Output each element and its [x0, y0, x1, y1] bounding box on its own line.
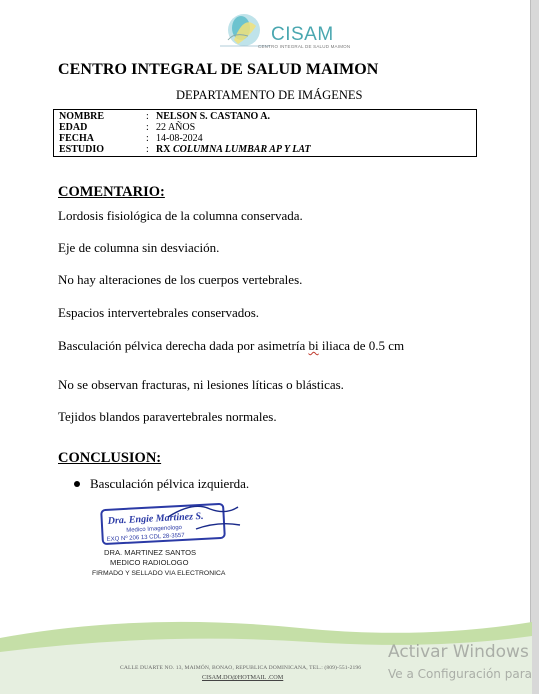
footer-address: CALLE DUARTE NO. 13, MAIMÓN, BONAO, REPUBLICA DOMINICANA, TEL.: (809)-551-2196 [120, 665, 362, 671]
field-label: EDAD [59, 122, 88, 133]
colon: : [146, 111, 149, 122]
study-date: 14-08-2024 [156, 133, 203, 144]
bullet-icon [74, 481, 80, 487]
logo-text: CISAM [271, 24, 334, 45]
page-right-border [530, 0, 539, 694]
finding-line: Tejidos blandos paravertebrales normales. [58, 409, 277, 424]
conclusion-text: Basculación pélvica izquierda. [90, 476, 250, 491]
finding-line: No se observan fracturas, ni lesiones líticas o blásticas. [58, 377, 344, 392]
patient-row-name [59, 111, 476, 122]
finding-text: Basculación pélvica derecha dada por asimetría [58, 338, 309, 353]
page-title: CENTRO INTEGRAL DE SALUD MAIMON [58, 61, 379, 78]
logo-subtitle: CENTRO INTEGRAL DE SALUD MAIMON [258, 44, 351, 49]
study-name: COLUMNA LUMBAR AP Y LAT [172, 144, 311, 155]
colon: : [146, 122, 149, 133]
patient-info-box [53, 109, 477, 157]
finding-line: Eje de columna sin desviación. [58, 240, 220, 255]
doctor-role: MEDICO RADIOLOGO [110, 558, 189, 567]
doctor-name: DRA. MARTINEZ SANTOS [104, 548, 197, 557]
finding-line: Espacios intervertebrales conservados. [58, 305, 260, 320]
footer-email[interactable]: CISAM.DO@HOTMAIL .COM [202, 674, 284, 681]
finding-line [58, 338, 404, 354]
colon: : [146, 144, 149, 155]
colon: : [146, 133, 149, 144]
patient-row-date [59, 133, 476, 144]
stamp-exq: EXQ Nº 206 13 CDL 28-3557 [106, 532, 185, 543]
conclusion-item [74, 476, 249, 492]
field-label: FECHA [59, 133, 94, 144]
patient-row-age [59, 122, 476, 133]
study-prefix: RX [156, 144, 173, 155]
conclusion-heading: CONCLUSION: [58, 450, 162, 466]
stamp-name: Dra. Engie Martinez S. [107, 510, 204, 527]
spellcheck-flagged-word[interactable]: bi [308, 338, 319, 353]
field-label: NOMBRE [59, 111, 104, 122]
patient-row-study [59, 144, 476, 155]
department-label: DEPARTAMENTO DE IMÁGENES [176, 88, 363, 102]
signature-note: FIRMADO Y SELLADO VIA ELECTRONICA [92, 570, 226, 577]
finding-text: iliaca de 0.5 cm [318, 338, 405, 353]
finding-line: Lordosis fisiológica de la columna conservada. [58, 208, 303, 223]
finding-line: No hay alteraciones de los cuerpos vertebrales. [58, 272, 303, 287]
activate-windows-subtitle: Ve a Configuración para [388, 667, 532, 681]
stamp-role: Medico Imagenologo [126, 524, 183, 534]
patient-age: 22 AÑOS [156, 122, 196, 133]
activate-windows-title: Activar Windows [388, 642, 529, 662]
comentario-heading: COMENTARIO: [58, 184, 165, 200]
signature-stamp [98, 499, 246, 547]
field-label: ESTUDIO [59, 144, 105, 155]
patient-name: NELSON S. CASTANO A. [156, 111, 271, 122]
